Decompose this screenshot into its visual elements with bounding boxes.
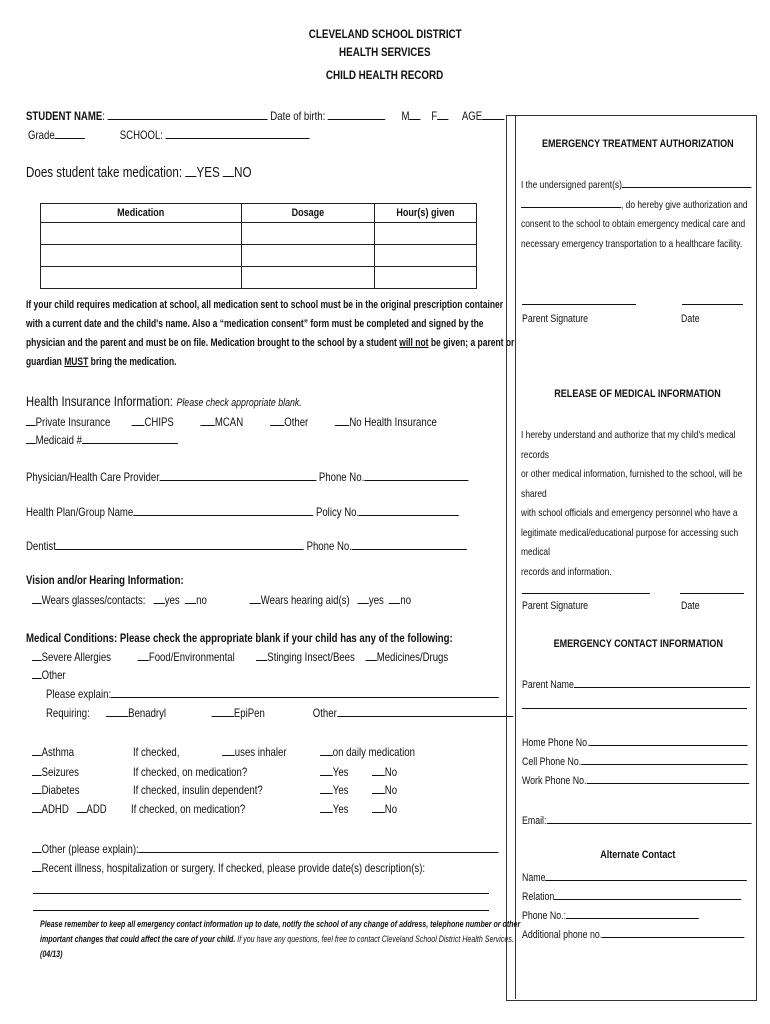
hearing-aid-blank[interactable] [250,593,261,604]
release-signature-label: Parent Signature [522,600,589,612]
physician-field[interactable] [159,470,316,481]
release-date-line[interactable] [680,593,744,594]
dosage-col-header: Dosage [242,204,375,223]
parent-name-field[interactable] [574,677,750,688]
mcan-blank[interactable] [200,415,214,426]
seizures-no: No [372,765,397,779]
dentist-phone-field[interactable] [352,539,467,550]
recent-illness-blank[interactable] [32,861,42,872]
health-plan-row: Health Plan/Group Name Policy No. [26,505,459,519]
alt-relation-field[interactable] [554,889,741,900]
asthma-question: If checked, [133,745,180,759]
alternate-title: Alternate Contact [600,849,676,861]
medication-col-header: Medication [41,204,242,223]
requiring-row: Requiring: Benadryl EpiPen Other [46,706,513,720]
hours-cell[interactable] [375,223,477,245]
hours-cell[interactable] [375,267,477,289]
student-name-field[interactable] [108,109,268,120]
cell-phone-row: Cell Phone No. [522,754,748,769]
diabetes-yes-blank[interactable] [320,783,333,794]
hearing-yes-blank[interactable] [358,593,369,604]
table-row [41,245,477,267]
footer-note: Please remember to keep all emergency contact information up to date, notify the school of any change of address, telephone number or other important changes that could affect the care of your child. If you have any questions, feel free to contact Cleveland School District Health Services. (04/13) [40,919,521,960]
medication-yes-blank[interactable] [185,166,196,177]
parent-name-line-2[interactable] [522,708,747,709]
medication-no-blank[interactable] [223,166,234,177]
medicines-blank[interactable] [366,650,377,661]
dosage-cell[interactable] [242,245,375,267]
inhaler-option: uses inhaler [222,745,287,759]
emergency-date-label: Date [681,313,700,325]
alt-relation-row: Relation [522,889,741,904]
emergency-signature-line[interactable] [522,304,636,305]
home-phone-row: Home Phone No. [522,735,748,750]
contact-title: EMERGENCY CONTACT INFORMATION [553,638,723,650]
explain-row: Please explain: [46,687,499,701]
asthma-label: Asthma [32,745,74,759]
work-phone-field[interactable] [586,773,748,784]
policy-number-field[interactable] [359,505,459,516]
other-condition-blank[interactable] [32,842,42,853]
email-field[interactable] [546,813,751,824]
seizures-yes: Yes [320,765,348,779]
physician-phone-field[interactable] [364,470,468,481]
add-blank[interactable] [77,802,87,813]
alt-additional-phone-field[interactable] [602,927,744,938]
release-title: RELEASE OF MEDICAL INFORMATION [554,388,722,400]
diabetes-blank[interactable] [32,783,42,794]
medication-notice: If your child requires medication at school, all medication sent to school must be in the original prescription container with a current date and the child's name. Also a “medication consent” form must be completed and signed by the physician and the parent and must be on file. Medication brought to the school by a student will not be given; a parent or guardian MUST bring the medication. [26,299,515,368]
vision-heading: Vision and/or Hearing Information: [26,573,184,587]
email-row: Email: [522,813,751,828]
medication-table [40,203,477,289]
adhd-blank[interactable] [32,802,42,813]
seizures-yes-blank[interactable] [320,765,333,776]
dentist-row: Dentist Phone No. [26,539,467,553]
medicaid-row: Medicaid # [26,433,178,447]
asthma-blank[interactable] [32,745,42,756]
other-allergy-blank[interactable] [32,668,42,679]
diabetes-no-blank[interactable] [372,783,385,794]
conditions-heading: Medical Conditions: Please check the appropriate blank if your child has any of the following: [26,631,453,645]
sex-f-blank[interactable] [437,109,448,120]
dob-field[interactable] [328,109,386,120]
alt-name-field[interactable] [545,870,747,881]
district-title: CLEVELAND SCHOOL DISTRICT [308,27,462,41]
other-condition-field[interactable] [139,842,499,853]
home-phone-field[interactable] [590,735,748,746]
glasses-blank[interactable] [32,593,42,604]
diabetes-label: Diabetes [32,783,80,797]
vision-row: Wears glasses/contacts: yes no Wears hearing aid(s) yes no [32,593,411,607]
insurance-heading: Health Insurance Information: Please check appropriate blank. [26,393,302,409]
seizures-blank[interactable] [32,765,42,776]
glasses-yes-blank[interactable] [153,593,164,604]
work-phone-row: Work Phone No. [522,773,749,788]
alt-phone-row: Phone No.: [522,908,699,923]
release-signature-line[interactable] [522,593,650,594]
chips-blank[interactable] [132,415,145,426]
school-field[interactable] [166,128,310,139]
release-date-label: Date [681,600,700,612]
age-field[interactable] [482,109,504,120]
dosage-cell[interactable] [242,267,375,289]
parent-names-field[interactable] [622,177,752,188]
adhd-label: ADHD ADD [32,802,107,816]
seizures-no-blank[interactable] [372,765,385,776]
emergency-auth-text: I the undersigned parent(s) , do hereby give authorization and consent to the school to obtain emergency medical care and necessary emergency transportation to a healthcare facility. [521,176,753,254]
alt-name-row: Name [522,870,747,885]
medicaid-number-field[interactable] [82,433,178,444]
sex-m-blank[interactable] [410,109,421,120]
diabetes-question: If checked, insulin dependent? [133,783,263,797]
epipen-blank[interactable] [211,706,233,717]
form-title: CHILD HEALTH RECORD [326,68,444,82]
daily-medication-blank[interactable] [320,745,333,756]
department-title: HEALTH SERVICES [339,45,431,59]
adhd-yes: Yes [320,802,348,816]
recent-illness-line-1[interactable] [33,893,489,894]
inhaler-blank[interactable] [222,745,235,756]
food-blank[interactable] [138,650,149,661]
table-row [41,267,477,289]
severe-allergies-blank[interactable] [32,650,42,661]
seizures-label: Seizures [32,765,79,779]
alt-phone-field[interactable] [566,908,699,919]
diabetes-yes: Yes [320,783,348,797]
medication-cell[interactable] [41,267,242,289]
recent-illness-line-2[interactable] [33,910,489,911]
benadryl-blank[interactable] [106,706,128,717]
daily-medication-option: on daily medication [320,745,415,759]
physician-row: Physician/Health Care Provider Phone No. [26,470,468,484]
hearing-no-blank[interactable] [389,593,400,604]
dentist-field[interactable] [56,539,304,550]
other-explain-row: Other (please explain): [32,842,499,856]
dosage-cell[interactable] [242,223,375,245]
other-allergy-row: Other [32,668,66,682]
hours-cell[interactable] [375,245,477,267]
sting-blank[interactable] [256,650,267,661]
adhd-question: If checked, on medication? [131,802,246,816]
adhd-yes-blank[interactable] [320,802,333,813]
emergency-auth-title: EMERGENCY TREATMENT AUTHORIZATION [542,138,734,150]
seizures-question: If checked, on medication? [133,765,248,779]
health-plan-field[interactable] [133,505,313,516]
medication-cell[interactable] [41,245,242,267]
cell-phone-field[interactable] [581,754,747,765]
hours-col-header: Hour(s) given [375,204,477,223]
medicaid-blank[interactable] [26,433,36,444]
diabetes-no: No [372,783,397,797]
private-insurance-blank[interactable] [26,415,36,426]
requiring-other-field[interactable] [337,706,513,717]
medication-question: Does student take medication: YES NO [26,165,252,181]
grade-field[interactable] [55,128,85,139]
parent-names-field-2[interactable] [521,197,621,208]
allergy-row: Severe Allergies Food/Environmental Stinging Insect/Bees Medicines/Drugs [32,650,448,664]
explain-field[interactable] [111,687,499,698]
release-text: I hereby understand and authorize that my child's medical records or other medical information, furnished to the school, will be shared with school officials and emergency personnel who have a legitimate medical/educational purpose for accessing such medical records and information. [521,429,743,578]
recent-illness-row: Recent illness, hospitalization or surgery. If checked, please provide date(s) description(s): [32,861,425,875]
table-row [41,223,477,245]
parent-name-row: Parent Name [522,677,750,692]
alt-additional-phone-row: Additional phone no. [522,927,745,942]
insurance-options-row: Private Insurance CHIPS MCAN Other No Health Insurance [26,415,437,429]
adhd-no: No [372,802,397,816]
grade-school-row: Grade SCHOOL: [28,128,310,142]
no-insurance-blank[interactable] [335,415,349,426]
emergency-signature-label: Parent Signature [522,313,589,325]
other-insurance-blank[interactable] [270,415,284,426]
student-name-row: STUDENT NAME: Date of birth: M F AGE [26,109,505,123]
emergency-date-line[interactable] [682,304,743,305]
adhd-no-blank[interactable] [372,802,385,813]
medication-cell[interactable] [41,223,242,245]
glasses-no-blank[interactable] [185,593,196,604]
